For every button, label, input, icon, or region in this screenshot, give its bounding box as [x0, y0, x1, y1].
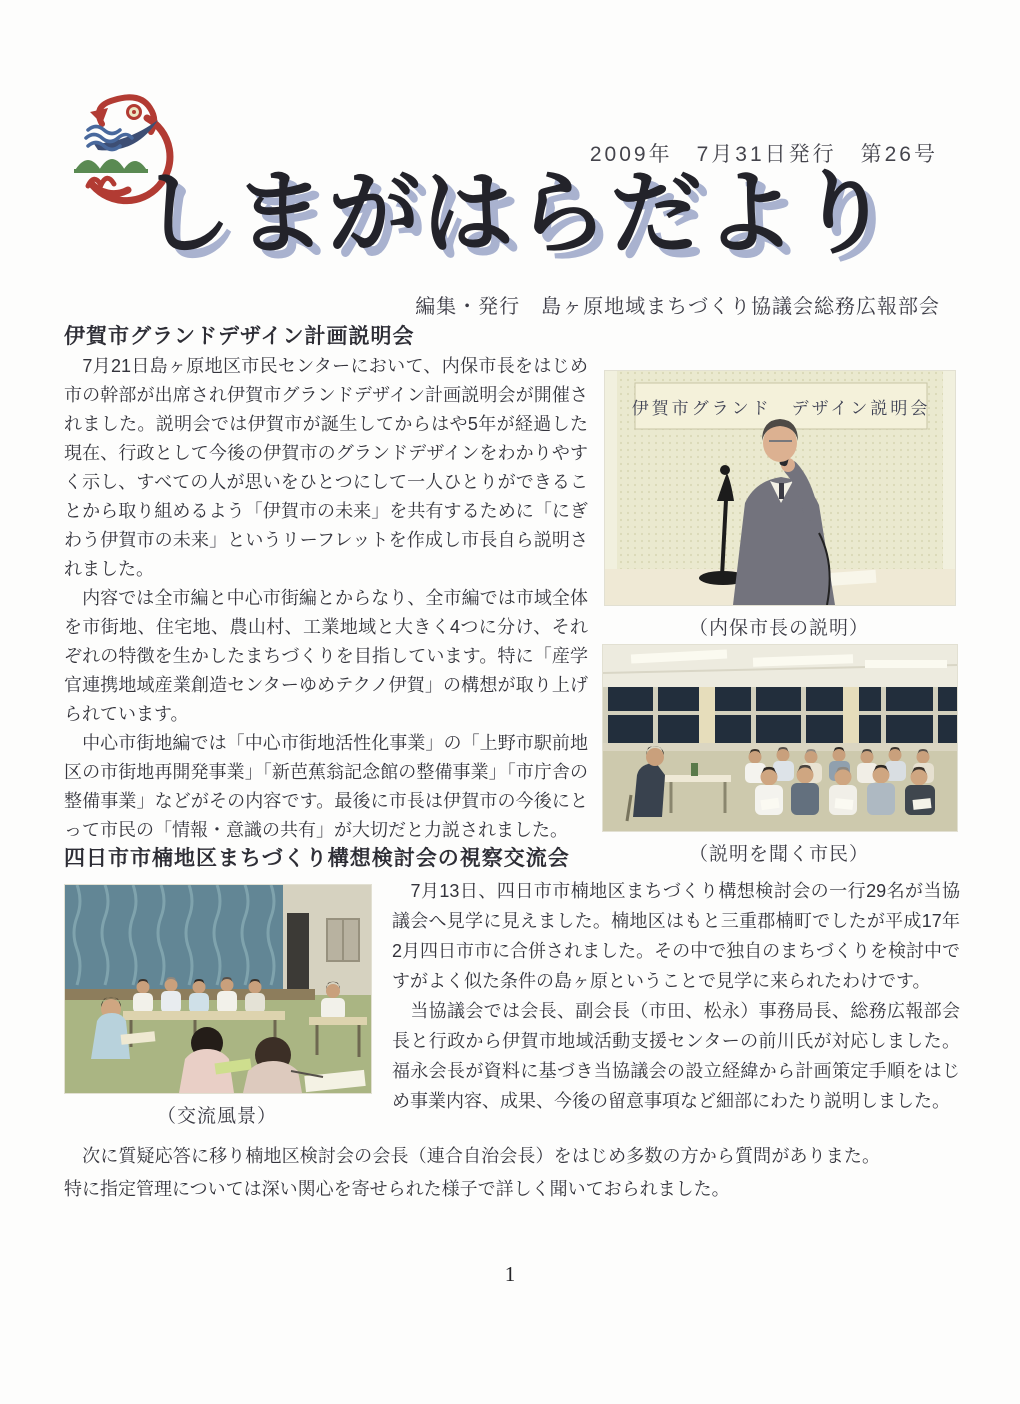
photo-caption: （交流風景）: [156, 1106, 277, 1127]
article-1-body: [64, 352, 588, 845]
citizens-photo-image: [602, 644, 958, 832]
exchange-photo-image: [64, 884, 372, 1094]
article-2-paragraph: 次に質疑応答に移り楠地区検討会の会長（連合自治会長）をはじめ多数の方から質問がありまた。特に指定管理については深い関心を寄せられた様子で詳しく聞いておられました。: [64, 1146, 880, 1199]
logo-eye-dot: [132, 110, 136, 114]
logo-hills: [74, 159, 148, 173]
photo-citizens-listening: [602, 644, 956, 866]
mayor-photo-image: [604, 370, 956, 606]
publisher-line: 編集・発行 島ヶ原地域まちづくり協議会総務広報部会: [415, 296, 940, 318]
photo-caption: （説明を聞く市民）: [688, 844, 869, 865]
article-2-closing-paragraph: [64, 1140, 880, 1206]
photo-exchange-scene: [64, 884, 370, 1128]
issue-date-line: 2009年 7月31日発行 第26号: [589, 143, 938, 166]
newsletter-title: しまがはらだより: [140, 163, 893, 265]
photo-mayor-explanation: [604, 370, 954, 640]
page-number: 1: [504, 1262, 516, 1286]
article-2-paragraph: 7月13日、四日市市楠地区まちづくり構想検討会の一行29名が当協議会へ見学に見えました。楠地区はもと三重郡楠町でしたが平成17年2月四日市市に合併されました。その中で独自のまちづくりを検討中ですがよく似た条件の島ヶ原ということで見学に来られたわけです。: [392, 881, 960, 991]
article-1-paragraph: 内容では全市編と中心市街編とからなり、全市編では市域全体を市街地、住宅地、農山村、工業地域と大きく4つに分け、それぞれの特徴を生かしたまちづくりを目指しています。特に「産学官連携地域産業創造センターゆめテクノ伊賀」の構想が取り上げられています。: [64, 588, 588, 724]
article-2-paragraph: 当協議会では会長、副会長（市田、松永）事務局長、総務広報部会長と行政から伊賀市地域活動支援センターの前川氏が対応しました。福永会長が資料に基づき当協議会の設立経緯から計画策定手順をはじめ事業内容、成果、今後の留意事項など細部にわたり説明しました。: [392, 1001, 960, 1111]
photo-caption: （内保市長の説明）: [688, 618, 869, 639]
article-2-heading: 四日市市楠地区まちづくり構想検討会の視察交流会: [64, 847, 570, 870]
article-1-paragraph: 7月21日島ヶ原地区市民センターにおいて、内保市長をはじめ市の幹部が出席され伊賀市グランドデザイン計画説明会が開催されました。説明会では伊賀市が誕生してからはや5年が経過した現在、行政として今後の伊賀市のグランドデザインをわかりやすく示し、すべての人が思いをひとつにして一人ひとりができることから取り組めるよう「伊賀市の未来」を共有するために「にぎわう伊賀市の未来」というリーフレットを作成し市長自ら説明されました。: [64, 356, 588, 579]
article-2-body: [392, 876, 960, 1116]
photo-banner-text: 伊賀市グランド デザイン説明会: [631, 399, 931, 418]
article-1-paragraph: 中心市街地編では「中心市街地活性化事業」の「上野市駅前地区の市街地再開発事業」「新芭蕉翁記念館の整備事業」「市庁舎の整備事業」などがその内容です。最後に市長は伊賀市の今後にとって市民の「情報・意識の共有」が大切だと力説されました。: [64, 733, 588, 840]
article-1-heading: 伊賀市グランドデザイン計画説明会: [64, 325, 415, 348]
